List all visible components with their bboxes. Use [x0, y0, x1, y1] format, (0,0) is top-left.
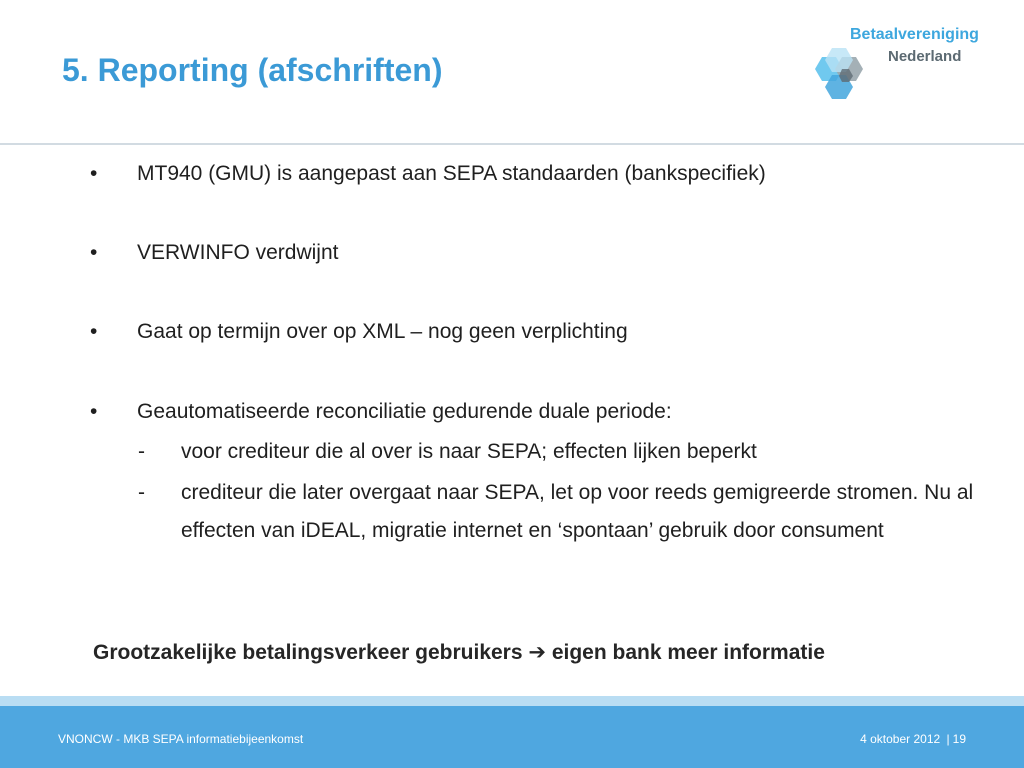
- conclusion-left: Grootzakelijke betalingsverkeer gebruikers: [93, 641, 523, 664]
- bullet-text: VERWINFO verdwijnt: [137, 241, 339, 264]
- footer-separator: |: [946, 732, 950, 746]
- sub-bullet-marker: -: [138, 440, 145, 463]
- slide-title: 5. Reporting (afschriften): [62, 52, 443, 88]
- sub-bullet-text: voor crediteur die al over is naar SEPA; effecten lijken beperkt: [181, 440, 757, 463]
- bullet-marker: •: [90, 241, 98, 264]
- bullet-text: Geautomatiseerde reconciliatie gedurende duale periode:: [137, 400, 672, 423]
- sub-bullet-text: crediteur die later overgaat naar SEPA, let op voor reeds gemigreerde stromen. Nu al effecten van iDEAL, migratie internet en ‘spontaan’ gebruik door consument: [181, 481, 974, 542]
- bullet-marker: •: [90, 320, 98, 343]
- bullet-text: MT940 (GMU) is aangepast aan SEPA standaarden (bankspecifiek): [137, 162, 766, 185]
- logo-line1: Betaalvereniging: [850, 26, 979, 43]
- footer-date: 4 oktober 2012: [860, 732, 941, 746]
- right-arrow-icon: ➔: [528, 641, 546, 664]
- sub-bullet-marker: -: [138, 481, 145, 504]
- hexagon-cluster-icon: [806, 48, 876, 118]
- bullet-marker: •: [90, 162, 98, 185]
- page-number: 19: [952, 732, 966, 746]
- bullet-text: Gaat op termijn over op XML – nog geen verplichting: [137, 320, 628, 343]
- footer-bar: [0, 706, 1024, 768]
- footer-accent-strip: [0, 696, 1024, 706]
- conclusion-line: [93, 640, 825, 665]
- bullet-marker: •: [90, 400, 98, 423]
- header-divider: [0, 143, 1024, 145]
- footer-meta: [860, 732, 966, 746]
- betaalvereniging-logo: [806, 26, 996, 122]
- conclusion-right: eigen bank meer informatie: [551, 641, 825, 664]
- logo-line2: Nederland: [888, 48, 962, 65]
- footer-event-name: VNONCW - MKB SEPA informatiebijeenkomst: [58, 732, 304, 746]
